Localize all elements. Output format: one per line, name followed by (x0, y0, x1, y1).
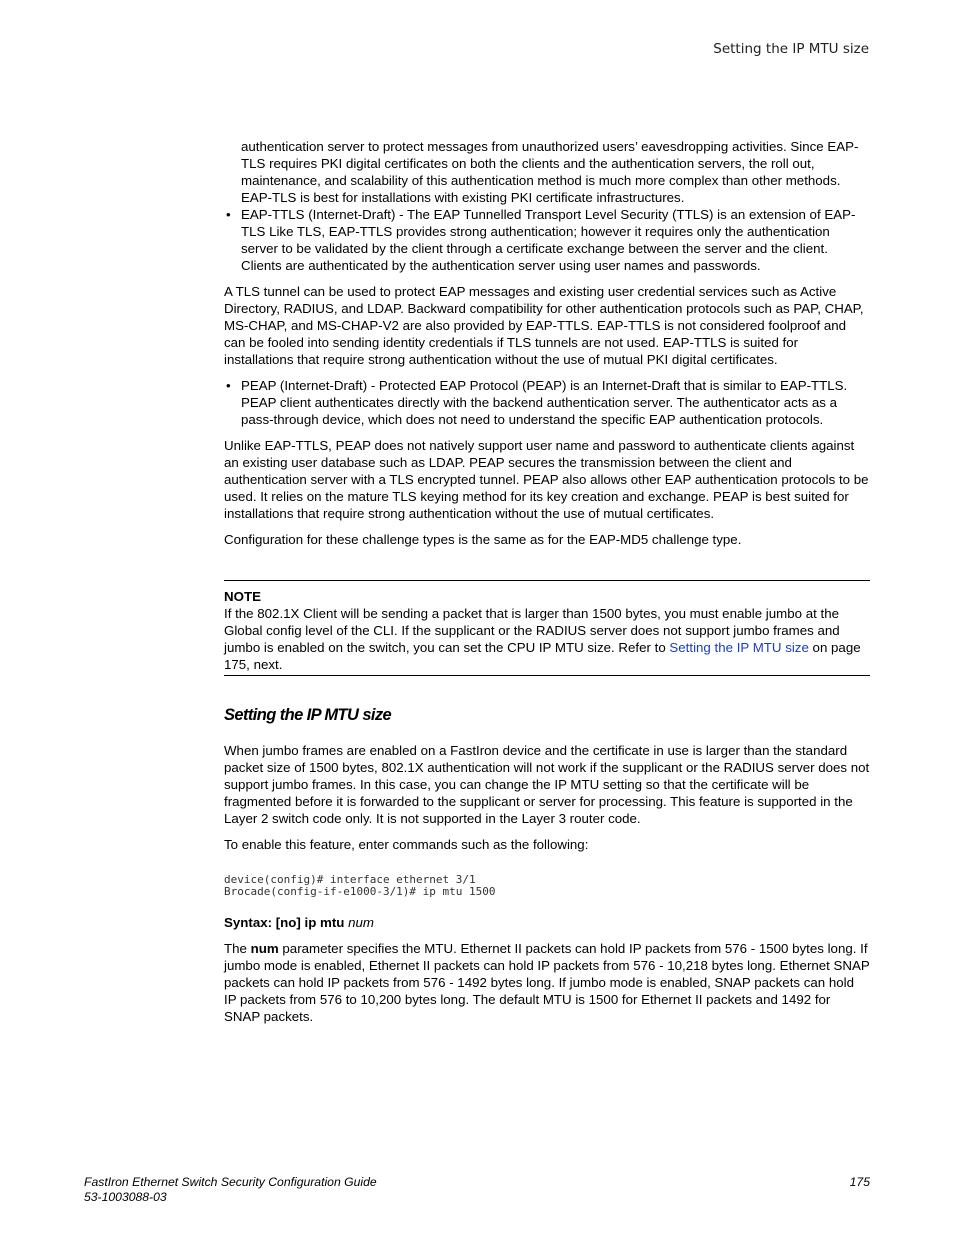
footer-page-number: 175 (849, 1175, 870, 1189)
param-name: num (250, 941, 279, 956)
enable-instruction: To enable this feature, enter commands such as the following: (224, 837, 589, 852)
continued-bullet-list (224, 138, 870, 274)
note-text (224, 605, 870, 673)
paragraph-tls-tunnel: A TLS tunnel can be used to protect EAP messages and existing user credential services such as Active Directory, RADIUS, and LDAP. Backward compatibility for other authentication protocols such as PAP, CHAP, MS-CHAP, and MS-CHAP-V2 are also provided by EAP-TTLS. EAP-TTLS is not considered foolproof and can be fooled into sending identity credentials if TLS tunnels are not used. EAP-TTLS is suited for installations that require strong authentication without the use of mutual PKI digital certificates. (224, 284, 864, 367)
paragraph-peap: Unlike EAP-TTLS, PEAP does not natively support user name and password to authenticate clients against an existing user database such as LDAP. PEAP secures the transmission between the client and authentication server with a TLS encrypted tunnel. PEAP also allows other EAP authentication protocols to be used. It relies on the mature TLS keying method for its key creation and exchange. PEAP is best suited for installations that require strong authentication without the use of mutual certificates. (224, 438, 869, 521)
peap-bullet-list (224, 377, 870, 428)
param-text: parameter specifies the MTU. Ethernet II packets can hold IP packets from 576 - 1500 bytes long. If jumbo mode is enabled, Ethernet II packets can hold IP packets from 576 - 10,218 bytes long. Ethernet SNAP packets can hold IP packets from 576 - 1492 bytes long. If jumbo mode is enabled, SNAP packets can hold IP packets from 576 to 10,200 bytes long. The default MTU is 1500 for Ethernet II packets and 1492 for SNAP packets. (224, 941, 870, 1024)
note-text-before: If the 802.1X Client will be sending a packet that is larger than 1500 bytes, you must enable jumbo at the Global config level of the CLI. If the supplicant or the RADIUS server does not support jumbo frames and jumbo is enabled on the switch, you can set the CPU IP MTU size. Refer to (224, 606, 840, 655)
paragraph-config: Configuration for these challenge types is the same as for the EAP-MD5 challenge type. (224, 532, 742, 547)
note-text-after: on page 175, next. (224, 640, 861, 672)
section-heading: Setting the IP MTU size (224, 706, 392, 724)
syntax-command: Syntax: [no] ip mtu (224, 915, 345, 930)
code-line: Brocade(config-if-e1000-3/1)# ip mtu 1500 (224, 885, 496, 898)
list-item: • EAP-TTLS (Internet-Draft) - The EAP Tunnelled Transport Level Security (TTLS) is an extension of EAP-TLS Like TLS, EAP-TTLS provides strong authentication; however it requires only the authentication server to be validated by the client through a certificate exchange between the server and the client. Clients are authenticated by the authentication server using user names and passwords. (224, 206, 870, 274)
param-the: The (224, 941, 247, 956)
page-content (224, 138, 870, 1025)
cli-code-block (224, 874, 870, 898)
syntax-param: num (348, 915, 374, 930)
code-line: device(config)# interface ethernet 3/1 (224, 873, 476, 886)
note-box (224, 580, 870, 676)
list-item: • PEAP (Internet-Draft) - Protected EAP Protocol (PEAP) is an Internet-Draft that is similar to EAP-TTLS. PEAP client authenticates directly with the backend authentication server. The authenticator acts as a pass-through device, which does not need to understand the specific EAP authentication protocols. (224, 377, 870, 428)
section-intro: When jumbo frames are enabled on a FastIron device and the certificate in use is larger than the standard packet size of 1500 bytes, 802.1X authentication will not work if the supplicant or the RADIUS server does not support jumbo frames. In this case, you can change the IP MTU setting so that the certificate will be fragmented before it is forwarded to the supplicant or server for processing. This feature is supported in the Layer 2 switch code only. It is not supported in the Layer 3 router code. (224, 743, 870, 826)
footer-left (84, 1175, 377, 1205)
footer-guide-title: FastIron Ethernet Switch Security Configuration Guide (84, 1175, 377, 1189)
xref-link-ip-mtu[interactable]: Setting the IP MTU size (669, 640, 809, 655)
param-description (224, 940, 870, 1025)
note-heading: NOTE (224, 589, 261, 604)
list-item: authentication server to protect messages from unauthorized users’ eavesdropping activities. Since EAP-TLS requires PKI digital certificates on both the clients and the authentication servers, the roll out, maintenance, and scalability of this authentication method is much more complex than other methods. EAP-TLS is best for installations with existing PKI certificate infrastructures. (241, 139, 859, 205)
running-header-title: Setting the IP MTU size (713, 41, 869, 57)
syntax-line (224, 914, 870, 931)
footer-doc-number: 53-1003088-03 (84, 1190, 167, 1204)
